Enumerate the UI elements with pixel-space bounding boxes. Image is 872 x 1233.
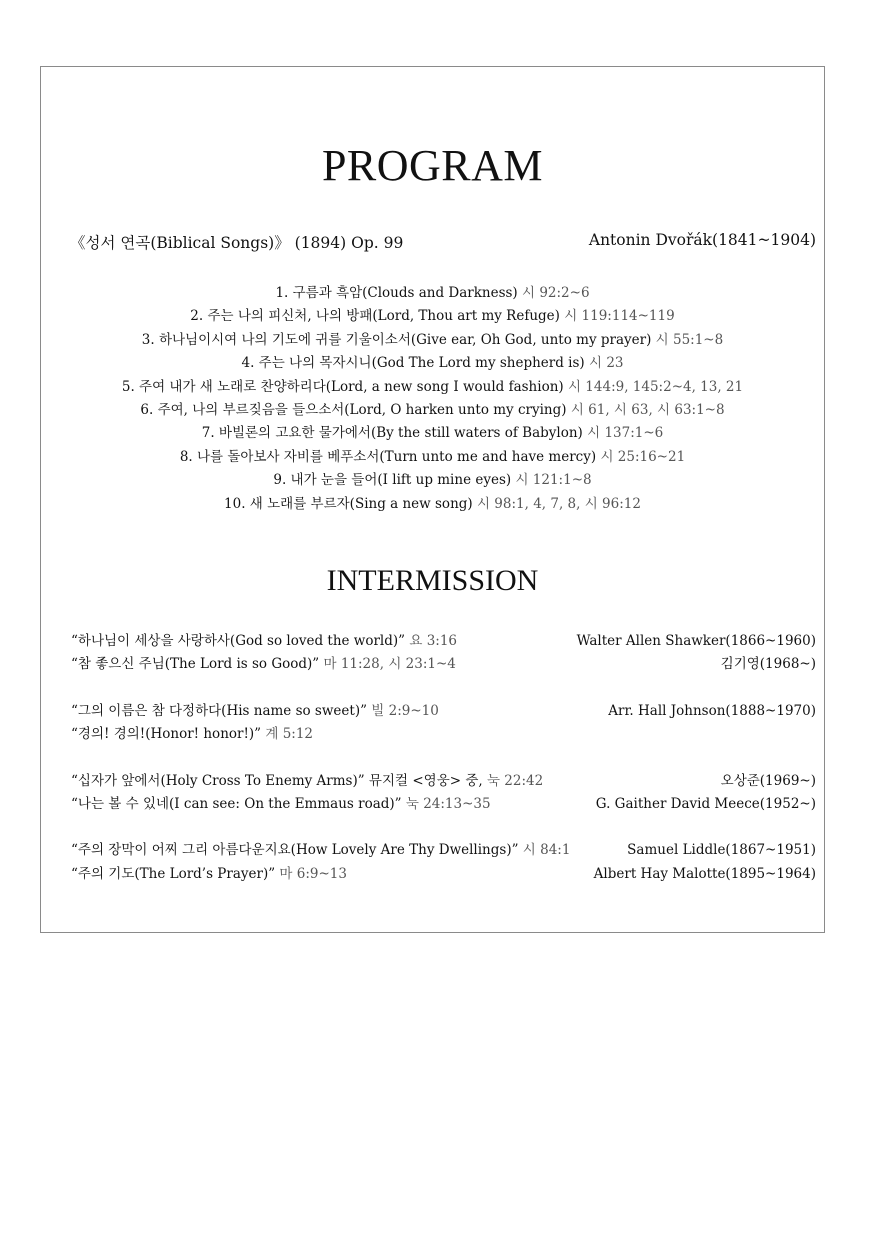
piece-composer: Walter Allen Shawker(1866~1960) [576,633,816,649]
piece-composer: 김기영(1968~) [720,656,816,673]
intermission-title: INTERMISSION [326,564,539,597]
song-list [41,282,824,516]
song-item: 6. 주여, 나의 부르짖음을 들으소서(Lord, O harken unto my crying) 시 61, 시 63, 시 63:1~8 [140,401,725,418]
song-item: 10. 새 노래를 부르자(Sing a new song) 시 98:1, 4, 7, 8, 시 96:12 [224,495,641,512]
piece-item: “나는 볼 수 있네(I can see: On the Emmaus road)” 눅 24:13~35 G. Gaither David Meece(1952~) [71,793,816,816]
work-title: 《성서 연곡(Biblical Songs)》 (1894) Op. 99 [70,234,404,252]
piece-item: “십자가 앞에서(Holy Cross To Enemy Arms)” 뮤지컬 <영웅> 중, 눅 22:42 오상준(1969~) [71,770,816,793]
piece-composer: G. Gaither David Meece(1952~) [595,795,816,812]
piece-item: “하나님이 세상을 사랑하사(God so loved the world)” 요 3:16 Walter Allen Shawker(1866~1960) [71,630,816,653]
song-item: 7. 바빌론의 고요한 물가에서(By the still waters of Babylon) 시 137:1~6 [201,425,664,442]
piece-item: “주의 기도(The Lord’s Prayer)” 마 6:9~13 Albert Hay Malotte(1895~1964) [71,863,816,886]
piece-list [71,630,816,909]
piece-composer: Albert Hay Malotte(1895~1964) [593,865,816,882]
song-item: 8. 나를 돌아보사 자비를 베푸소서(Turn unto me and have mercy) 시 25:16~21 [179,448,686,465]
song-item: 2. 주는 나의 피신처, 나의 방패(Lord, Thou art my Refuge) 시 119:114~119 [190,308,675,325]
program-title: PROGRAM [321,141,544,190]
work-composer: Antonin Dvořák(1841~1904) [588,231,816,249]
piece-composer: Arr. Hall Johnson(1888~1970) [608,702,816,719]
piece-composer: Samuel Liddle(1867~1951) [627,842,816,859]
piece-item: “주의 장막이 어찌 그리 아름다운지요(How Lovely Are Thy Dwellings)” 시 84:1 Samuel Liddle(1867~1951) [71,839,816,862]
program-frame [40,66,825,933]
song-item: 5. 주여 내가 새 노래로 찬양하리다(Lord, a new song I would fashion) 시 144:9, 145:2~4, 13, 21 [121,378,744,395]
song-item: 9. 내가 눈을 들어(I lift up mine eyes) 시 121:1~8 [273,472,592,489]
piece-composer: 오상준(1969~) [720,772,816,789]
piece-item: “참 좋으신 주님(The Lord is so Good)” 마 11:28, 시 23:1~4 김기영(1968~) [71,653,816,676]
piece-group [71,770,816,817]
song-item: 4. 주는 나의 목자시니(God The Lord my shepherd is) 시 23 [241,355,624,372]
song-item: 1. 구름과 흑암(Clouds and Darkness) 시 92:2~6 [275,285,590,301]
piece-item: “경의! 경의!(Honor! honor!)” 계 5:12 [71,726,314,743]
song-item: 3. 하나님이시여 나의 기도에 귀를 기울이소서(Give ear, Oh God, unto my prayer) 시 55:1~8 [141,331,724,348]
piece-group [71,839,816,886]
piece-item: “그의 이름은 참 다정하다(His name so sweet)” 빌 2:9~10 Arr. Hall Johnson(1888~1970) [71,700,816,723]
piece-group [71,630,816,677]
piece-group [71,700,816,747]
